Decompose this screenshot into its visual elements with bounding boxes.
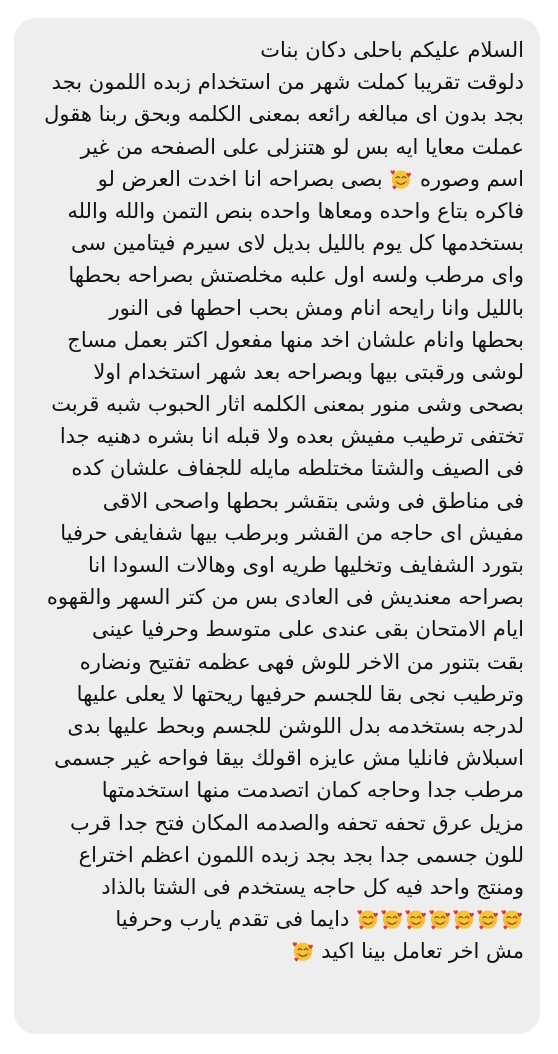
- message-line: [26, 549, 524, 581]
- message-line-text: بجد بدون اى مبالغه رائعه بمعنى الكلمه وبحق ربنا هقول: [44, 102, 524, 127]
- message-line: [26, 581, 524, 613]
- message-line-text: ومنتج واحد فيه كل حاجه يستخدم فى الشتا بالذاد: [101, 874, 524, 899]
- smiling-face-with-hearts-icon: [453, 908, 475, 930]
- chat-message-bubble: [14, 18, 540, 1034]
- smiling-face-with-hearts-icon: [390, 168, 412, 190]
- message-line-text: اسبلاش فانليا مش عايزه اقولك بيقا فواحه غير جسمى: [54, 746, 524, 771]
- message-line: [26, 420, 524, 452]
- message-line-text: مرطب جدا وحاجه كمان اتصدمت منها استخدمتها: [101, 778, 524, 803]
- message-line-text: بستخدمها كل يوم بالليل بديل لاى سيرم فيتامين سى: [71, 231, 524, 256]
- message-line: [26, 678, 524, 710]
- message-line-text: فى مناطق فى وشى بتقشر بحطها واصحى الاقى: [102, 488, 524, 513]
- message-line-text: بحطها وانام علشان اخد منها مفعول اكتر بعمل مساج: [67, 327, 524, 352]
- message-line-text: ايام الامتحان بقى عندى على متوسط وحرفيا عينى: [91, 617, 524, 642]
- message-line: [26, 66, 524, 98]
- message-line: [26, 292, 524, 324]
- message-line-text: مش اخر تعامل بينا اكيد: [314, 939, 524, 964]
- message-line: [26, 259, 524, 291]
- message-line: [26, 485, 524, 517]
- smiling-face-with-hearts-icon: [405, 908, 427, 930]
- message-line: [26, 774, 524, 806]
- message-line-text: بصراحه معنديش فى العادى بس من كتر السهر والقهوه: [46, 585, 524, 610]
- message-line-text: فى الصيف والشتا مختلطه مايله للجفاف علشان كده: [71, 456, 524, 481]
- message-line: [26, 227, 524, 259]
- message-line: [26, 613, 524, 645]
- message-line-text: بالليل وانا رايحه انام ومش بحب احطها فى النور: [109, 295, 524, 320]
- message-line: [26, 517, 524, 549]
- message-line: [26, 98, 524, 130]
- message-line-text: السلام عليكم باحلى دكان بنات: [260, 38, 524, 62]
- message-line-text: دايما فى تقدم يارب وحرفيا: [115, 907, 356, 932]
- message-line: [26, 452, 524, 484]
- message-line-text: لوشى ورقبتى بيها وبصراحه بعد شهر استخدام اولا: [93, 359, 524, 384]
- message-line-text: بتورد الشفايف وتخليها طريه اوى وهالات السودا انا: [88, 553, 524, 577]
- message-line: [26, 710, 524, 742]
- message-line: [26, 195, 524, 227]
- message-line: [26, 34, 524, 66]
- message-line: [26, 324, 524, 356]
- message-line: [26, 903, 524, 935]
- message-line-text: فاكره بتاع واحده ومعاها واحده بنص التمن والله والله: [67, 198, 524, 223]
- message-line-text: للون جسمى جدا بجد بجد زبده اللمون اعظم اختراع: [78, 842, 524, 867]
- message-line-text: دلوقت تقريبا كملت شهر من استخدام زبده اللمون بجد: [51, 70, 524, 95]
- message-line: [26, 646, 524, 678]
- message-line-text: واى مرطب ولسه اول علبه مخلصتش بصراحه بحطها: [68, 263, 524, 288]
- smiling-face-with-hearts-icon: [357, 908, 379, 930]
- message-line-text: بصحى وشى منور بمعنى الكلمه اثار الحبوب شبه قربت: [51, 392, 524, 417]
- smiling-face-with-hearts-icon: [477, 908, 499, 930]
- message-line: [26, 388, 524, 420]
- message-line: [26, 356, 524, 388]
- message-line-text: بقت بتنور من الاخر للوش فهى عظمه تفتيح ونضاره: [79, 649, 524, 674]
- message-line-text: اسم وصوره: [413, 166, 524, 191]
- message-line-text: مزيل عرق تحفه تحفه والصدمه المكان فتح جدا قرب: [69, 810, 524, 835]
- message-line: [26, 839, 524, 871]
- message-line-text: مفيش اى حاجه من القشر وبرطب بيها شفايفى حرفيا: [60, 520, 524, 545]
- message-line-text: تختفى ترطيب مفيش بعده ولا قبله انا بشره دهنيه جدا: [59, 424, 524, 449]
- message-line-text: عملت معايا ايه بس لو هتنزلى على الصفحه من غير: [80, 134, 524, 159]
- message-line: [26, 807, 524, 839]
- message-line: [26, 131, 524, 163]
- message-line-text: بصى بصراحه انا اخدت العرض لو: [97, 166, 390, 191]
- smiling-face-with-hearts-icon: [429, 908, 451, 930]
- message-text: [26, 34, 524, 967]
- message-line-text: لدرجه بستخدمه بدل اللوشن للجسم وبحط عليها بدى: [67, 713, 524, 738]
- message-line: [26, 163, 524, 195]
- smiling-face-with-hearts-icon: [501, 908, 523, 930]
- smiling-face-with-hearts-icon: [292, 940, 314, 962]
- message-line: [26, 935, 524, 967]
- message-line: [26, 871, 524, 903]
- smiling-face-with-hearts-icon: [381, 908, 403, 930]
- message-line: [26, 742, 524, 774]
- message-line-text: وترطيب نجى بقا للجسم حرفيها ريحتها لا يعلى عليها: [76, 681, 524, 706]
